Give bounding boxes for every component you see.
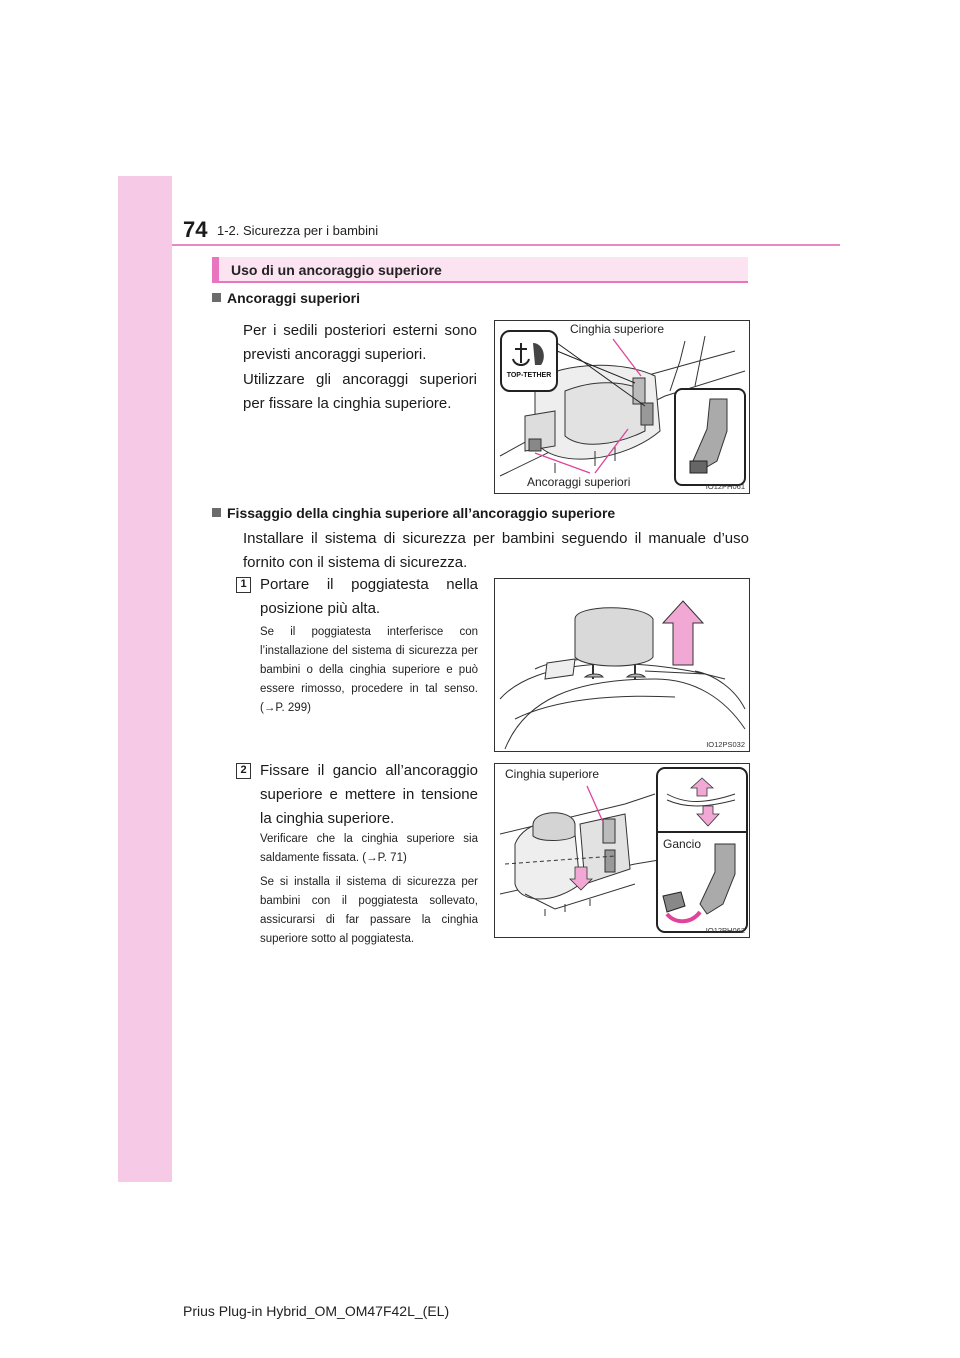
paragraph-ancoraggi-1: Per i sedili posteriori esterni sono previsti ancoraggi superiori. [243,322,477,363]
up-arrow-icon [663,601,703,665]
figure-hook-attach [494,763,750,938]
step-number-box: 1 [236,577,251,593]
callout-ancoraggi-superiori: Ancoraggi superiori [527,475,631,489]
section-title: Uso di un ancoraggio superiore [231,262,442,278]
bullet-square-icon [212,508,221,517]
step-2-note-1: Verificare che la cinghia superiore sia saldamente fissata. (→P. 71) [260,833,478,864]
svg-text:TOP-TETHER: TOP-TETHER [506,372,552,379]
top-tether-icon [501,331,557,391]
page-number: 74 [183,217,208,242]
step-number-box: 2 [236,763,251,779]
callout-cinghia-superiore: Cinghia superiore [570,322,665,336]
step-1-note: Se il poggiatesta interferisce con l’installazione del sistema di sicurezza per bambini o della cinghia superiore e può essere rimosso, procedere in tal senso. (→P. 299) [260,626,478,714]
paragraph-ancoraggi-2: Utilizzare gli ancoraggi superiori per fissare la cinghia superiore. [243,371,477,412]
step-2-note-2: Se si installa il sistema di sicurezza per bambini con il poggiatesta sollevato, assicurarsi di far passare la cinghia superiore sotto al poggiatesta. [260,876,478,945]
step-2-text: Fissare il gancio all’ancoraggio superiore e mettere in tensione la cinghia superiore. [260,762,478,827]
figure-code: IO12PH062 [705,926,745,935]
figure-top-tether-anchors [494,320,750,494]
page-footer: Prius Plug-in Hybrid_OM_OM47F42L_(EL) [183,1303,450,1319]
callout-cinghia-superiore: Cinghia superiore [505,767,600,781]
side-strip [118,176,172,1182]
figure-code: IO12PS032 [706,740,745,749]
seat-anchor-illustration [495,321,750,494]
running-header: 1-2. Sicurezza per i bambini [217,223,379,238]
hook-attach-illustration [495,764,750,938]
hook-detail-inset [675,389,745,485]
section-header [212,257,748,283]
subheading-fissaggio: Fissaggio della cinghia superiore all’ancoraggio superiore [227,505,616,521]
bullet-square-icon [212,293,221,302]
header-rule [172,244,840,246]
step-1-text: Portare il poggiatesta nella posizione più alta. [260,576,478,617]
headrest-illustration [495,579,750,752]
paragraph-fissaggio: Installare il sistema di sicurezza per bambini seguendo il manuale d’uso fornito con il sistema di sicurezza. [243,530,749,571]
callout-gancio: Gancio [663,837,702,851]
subheading-ancoraggi: Ancoraggi superiori [227,290,361,306]
figure-headrest-raised [494,578,750,752]
figure-code: IO12PH061 [705,482,745,491]
